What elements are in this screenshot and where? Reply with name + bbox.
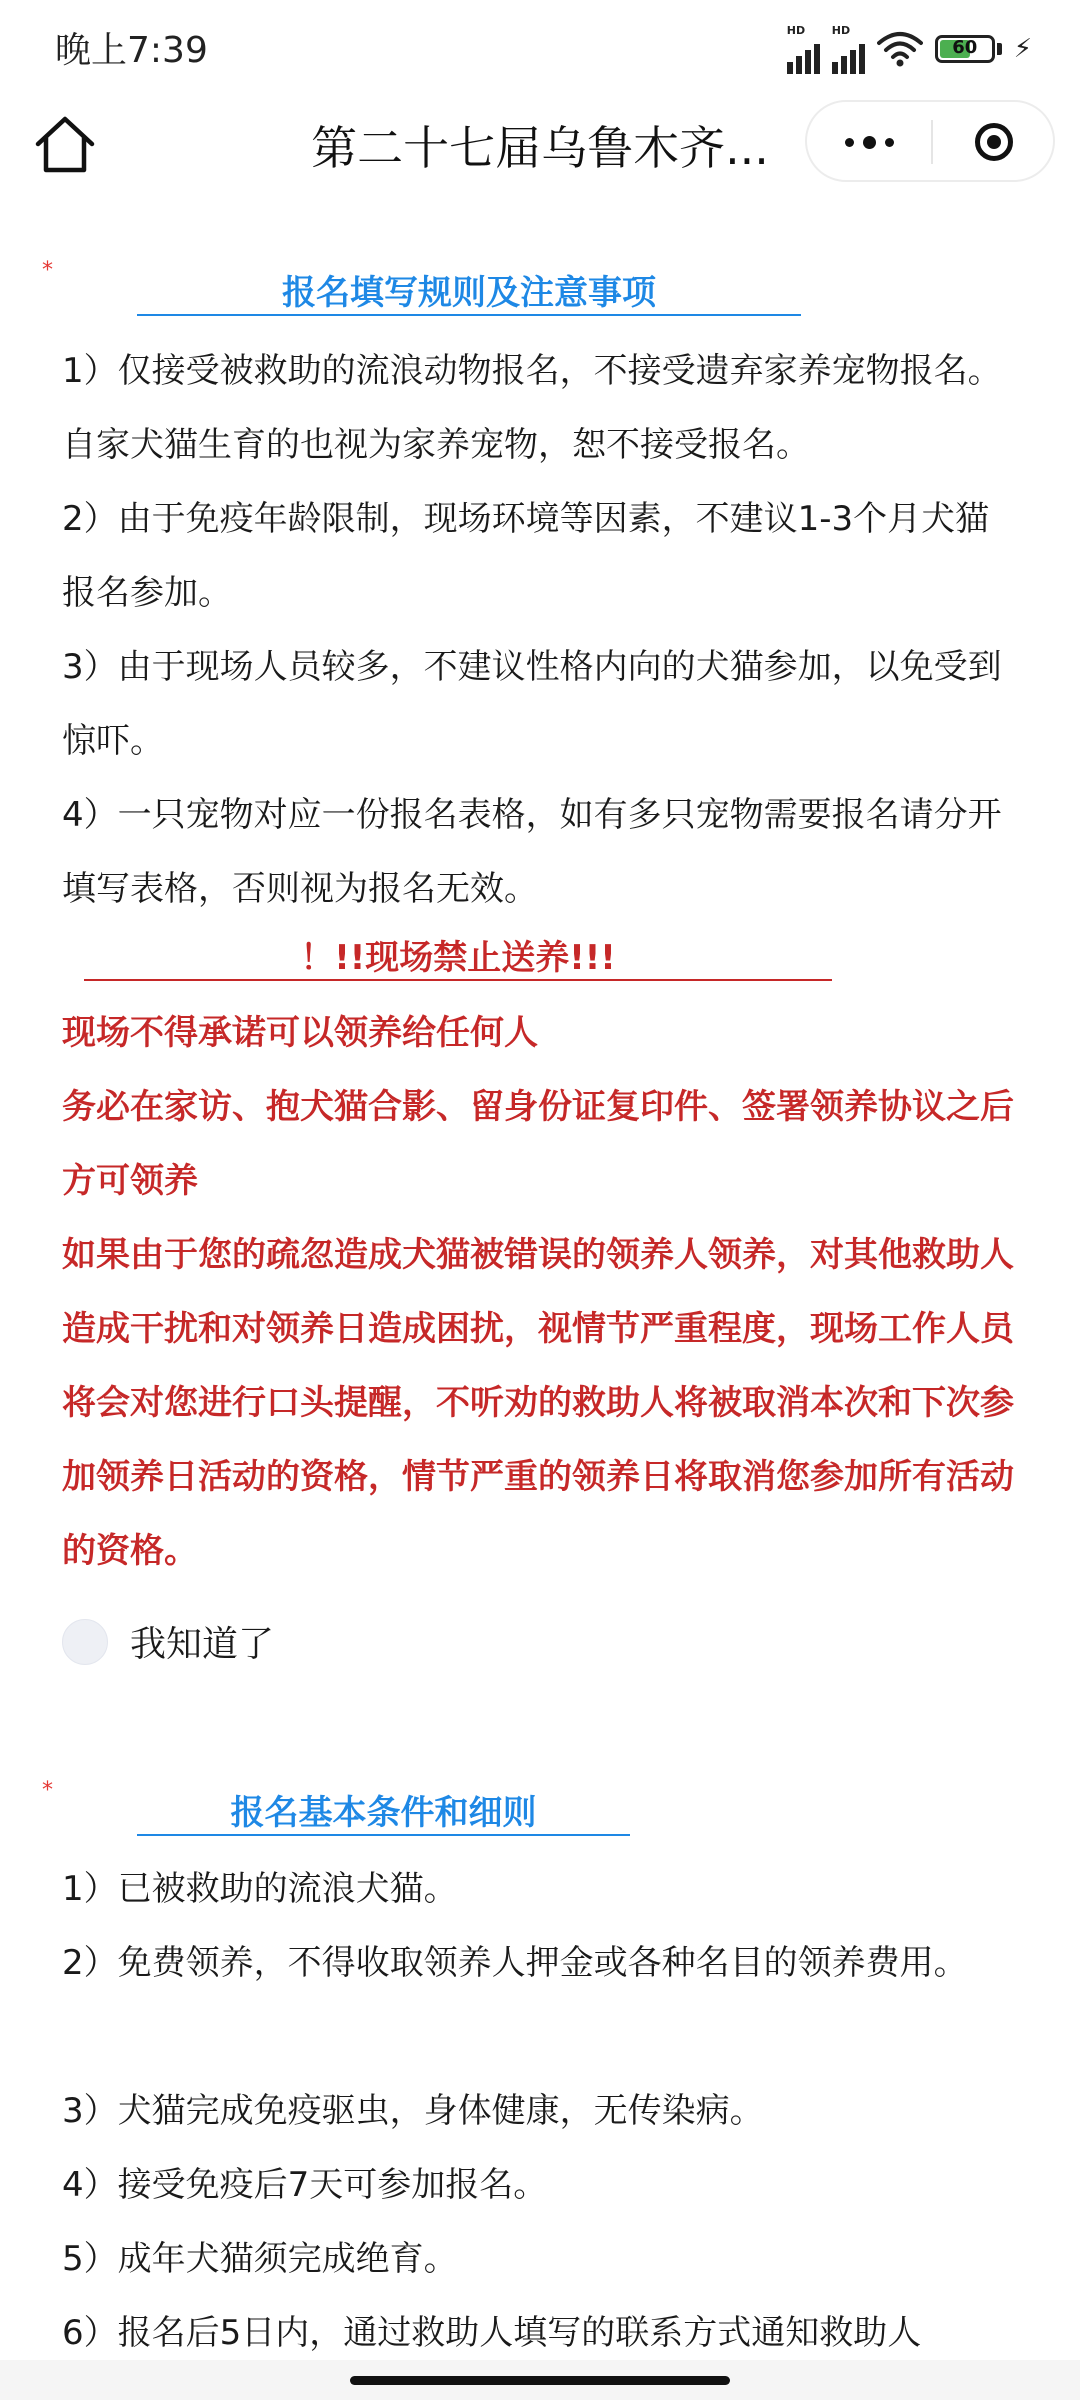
home-indicator[interactable] [350,2376,730,2385]
required-mark: * [42,1778,53,1803]
acknowledge-radio[interactable] [62,1619,108,1665]
wifi-icon [877,31,923,67]
page-title: 第二十七届乌鲁木齐... [311,121,769,175]
signal-hd-icon: HD [832,24,865,74]
rule-item: 5）成年犬猫须完成绝育。 [62,2239,458,2279]
status-time: 晚上7:39 [55,30,208,71]
close-target-icon [975,123,1013,161]
acknowledge-label: 我知道了 [130,1624,275,1665]
warning-title: ！!!现场禁止送养!!! [84,937,832,981]
required-mark: * [42,258,53,283]
warning-item: 务必在家访、抱犬猫合影、留身份证复印件、签署领养协议之后方可领养 [62,1087,1014,1201]
more-dots-icon [845,136,894,149]
rule-item: 1）仅接受被救助的流浪动物报名，不接受遗弃家养宠物报名。自家犬猫生育的也视为家养宠物，恕不接受报名。 [62,351,1002,465]
rule-item: 3）犬猫完成免疫驱虫，身体健康，无传染病。 [62,2091,764,2131]
mini-program-capsule [805,100,1055,182]
rule-item: 4）接受免疫后7天可参加报名。 [62,2165,548,2205]
section-title: 报名基本条件和细则 [137,1792,630,1836]
warning-item: 如果由于您的疏忽造成犬猫被错误的领养人领养，对其他救助人造成干扰和对领养日造成困扰，视情节严重程度，现场工作人员将会对您进行口头提醒，不听劝的救助人将被取消本次和下次参加领养日活动的资格，情节严重的领养日将取消您参加所有活动的资格。 [62,1235,1014,1571]
status-bar [0,0,1080,92]
signal-hd-icon: HD [787,24,820,74]
rule-item: 3）由于现场人员较多，不建议性格内向的犬猫参加，以免受到惊吓。 [62,647,1002,761]
close-button[interactable] [933,102,1055,182]
section-title: 报名填写规则及注意事项 [137,272,801,316]
more-button[interactable] [807,102,931,182]
status-icons [787,24,1032,74]
warning-item: 现场不得承诺可以领养给任何人 [62,1013,538,1053]
rule-item: 2）免费领养，不得收取领养人押金或各种名目的领养费用。 [62,1943,968,1983]
rule-item: 2）由于免疫年龄限制，现场环境等因素，不建议1-3个月犬猫报名参加。 [62,499,990,613]
rule-item: 1）已被救助的流浪犬猫。 [62,1869,458,1909]
rule-item: 6）报名后5日内，通过救助人填写的联系方式通知救助人 [62,2313,922,2353]
acknowledge-option[interactable] [62,1616,274,1667]
home-icon [30,110,100,180]
battery-icon: 60 [935,35,995,63]
rule-item: 4）一只宠物对应一份报名表格，如有多只宠物需要报名请分开填写表格，否则视为报名无效。 [62,795,1002,909]
battery-tip [997,43,1002,55]
home-button[interactable] [30,110,100,180]
charging-bolt-icon: ⚡ [1013,34,1032,64]
nav-bar [0,92,1080,192]
